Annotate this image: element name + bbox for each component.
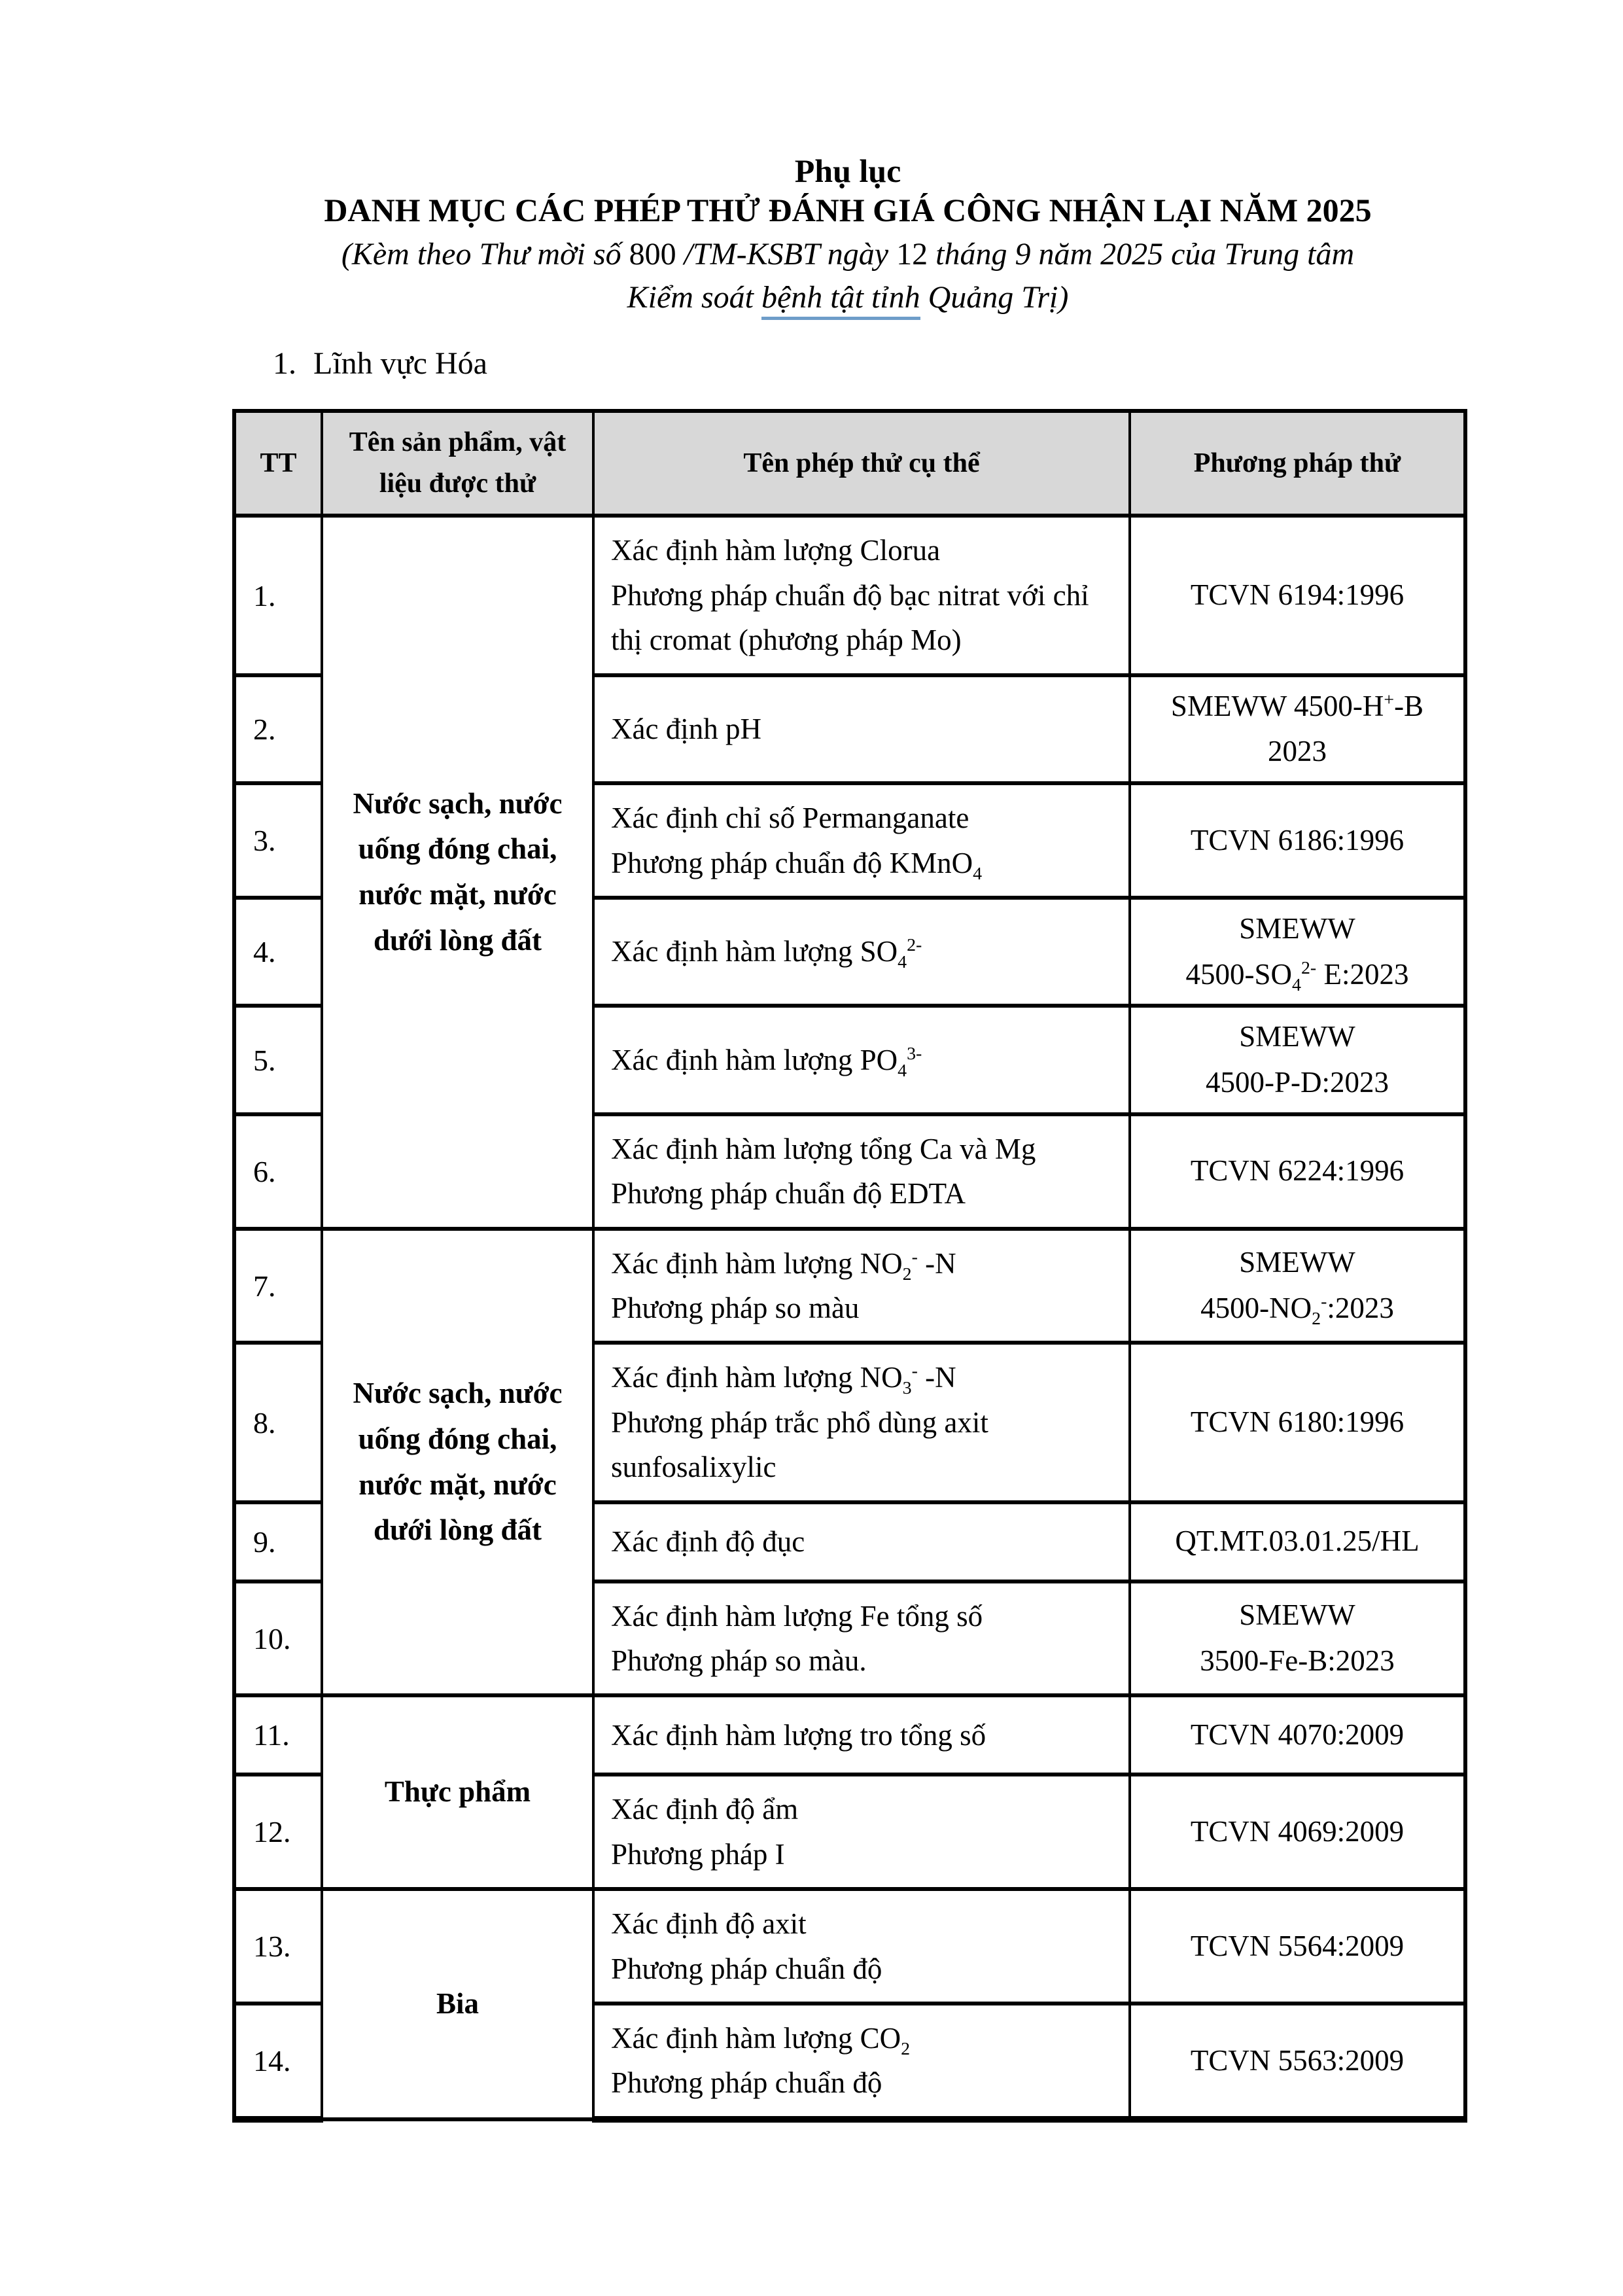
- row-number-cell: 5.: [234, 1006, 322, 1114]
- row-number-cell: 1.: [234, 516, 322, 675]
- document-subtitle: [232, 233, 1463, 319]
- document-title: DANH MỤC CÁC PHÉP THỬ ĐÁNH GIÁ CÔNG NHẬN LẠI NĂM 2025: [324, 192, 1372, 228]
- method-line: TCVN 4069:2009: [1190, 1814, 1405, 1848]
- test-line: Xác định hàm lượng $NO_3^-$ -N: [611, 1361, 956, 1399]
- test-line: Xác định độ axit: [611, 1907, 807, 1941]
- method-cell: [1130, 2004, 1465, 2119]
- method-line: 3500-Fe-B:2023: [1200, 1644, 1395, 1678]
- row-number-cell: 9.: [234, 1502, 322, 1581]
- column-header-1: Tên sản phẩm, vật liệu được thử: [322, 411, 593, 516]
- test-line: Phương pháp so màu.: [611, 1644, 867, 1678]
- test-line: Phương pháp trắc phổ dùng axit sunfosalixylic: [611, 1405, 988, 1484]
- subtitle-part3: tháng 9 năm 2025 của Trung tâm: [928, 237, 1355, 272]
- test-line: Xác định hàm lượng Clorua: [611, 534, 941, 567]
- row-number-cell: 12.: [234, 1775, 322, 1889]
- test-name-cell: [593, 783, 1130, 898]
- document-content: [232, 152, 1463, 2123]
- test-methods-table: [232, 409, 1467, 2122]
- method-line: SMEWW: [1239, 1598, 1355, 1632]
- method-cell: [1130, 1889, 1465, 2004]
- test-name-cell: [593, 1006, 1130, 1114]
- method-cell: [1130, 1343, 1465, 1502]
- method-line: $4500-SO_4^{2-}$ E:2023: [1185, 957, 1409, 995]
- subtitle-number-12: 12: [896, 237, 928, 272]
- product-group-cell: Thực phẩm: [322, 1695, 593, 1889]
- row-number-cell: 14.: [234, 2004, 322, 2119]
- method-cell: [1130, 1502, 1465, 1581]
- section-heading: [232, 345, 1463, 381]
- test-line: Xác định độ đục: [611, 1525, 805, 1558]
- method-line: TCVN 6180:1996: [1190, 1405, 1405, 1439]
- method-cell: [1130, 516, 1465, 675]
- test-name-cell: [593, 516, 1130, 675]
- table-row: [234, 1695, 1465, 1775]
- test-name-cell: [593, 1114, 1130, 1229]
- test-line: Phương pháp so màu: [611, 1292, 860, 1325]
- row-number-cell: 4.: [234, 898, 322, 1006]
- test-name-cell: [593, 1229, 1130, 1343]
- test-line: Xác định độ ẩm: [611, 1793, 799, 1826]
- table-header-row: [234, 411, 1465, 516]
- row-number-cell: 3.: [234, 783, 322, 898]
- method-line: SMEWW: [1239, 1246, 1355, 1279]
- method-cell: [1130, 1695, 1465, 1775]
- method-line: SMEWW: [1239, 911, 1355, 945]
- test-line: Xác định hàm lượng $PO_4^{3-}$: [611, 1043, 922, 1081]
- table-row: [234, 1229, 1465, 1343]
- test-line: Xác định hàm lượng $NO_2^-$ -N: [611, 1246, 956, 1284]
- test-line: Xác định pH: [611, 713, 761, 746]
- row-number-cell: 10.: [234, 1581, 322, 1696]
- test-line: Xác định hàm lượng $SO_4^{2-}$: [611, 935, 922, 973]
- subtitle-line2-post: Quảng Trị): [920, 280, 1069, 315]
- test-line: Phương pháp chuẩn độ KMnO$_4$: [611, 846, 983, 884]
- test-name-cell: [593, 1502, 1130, 1581]
- section-number: 1.: [273, 346, 296, 381]
- row-number-cell: 7.: [234, 1229, 322, 1343]
- subtitle-number-800: 800: [629, 237, 676, 272]
- method-cell: [1130, 1775, 1465, 1889]
- method-line: TCVN 6186:1996: [1190, 823, 1405, 857]
- method-line: $4500-NO_2^-:2023$: [1200, 1292, 1394, 1330]
- subtitle-line2-pre: Kiểm soát: [627, 280, 761, 315]
- method-cell: [1130, 1006, 1465, 1114]
- product-group-cell: Nước sạch, nước uống đóng chai, nước mặt, nước dưới lòng đất: [322, 1229, 593, 1696]
- table-body: [234, 516, 1465, 2119]
- method-cell: [1130, 1114, 1465, 1229]
- test-line: Phương pháp chuẩn độ: [611, 2066, 882, 2100]
- test-name-cell: [593, 2004, 1130, 2119]
- method-cell: [1130, 1581, 1465, 1696]
- column-header-0: TT: [234, 411, 322, 516]
- method-line: TCVN 5564:2009: [1190, 1929, 1405, 1962]
- subtitle-part2: /TM-KSBT ngày: [676, 237, 897, 272]
- row-number-cell: 2.: [234, 675, 322, 784]
- test-line: Xác định hàm lượng tro tổng số: [611, 1718, 986, 1752]
- method-cell: [1130, 675, 1465, 784]
- test-line: Xác định chỉ số Permanganate: [611, 802, 969, 835]
- test-name-cell: [593, 1581, 1130, 1696]
- test-name-cell: [593, 1775, 1130, 1889]
- test-name-cell: [593, 675, 1130, 784]
- method-cell: [1130, 783, 1465, 898]
- row-number-cell: 13.: [234, 1889, 322, 2004]
- subtitle-underlined-text: bệnh tật tỉnh: [761, 280, 920, 320]
- test-name-cell: [593, 898, 1130, 1006]
- method-line: TCVN 5563:2009: [1190, 2043, 1405, 2077]
- appendix-label: Phụ lục: [794, 152, 901, 189]
- method-cell: [1130, 898, 1465, 1006]
- table-row: [234, 1889, 1465, 2004]
- method-line: 4500-P-D:2023: [1206, 1066, 1389, 1099]
- product-group-cell: Nước sạch, nước uống đóng chai, nước mặt, nước dưới lòng đất: [322, 516, 593, 1228]
- test-line: Xác định hàm lượng Fe tổng số: [611, 1599, 983, 1633]
- product-group-cell: Bia: [322, 1889, 593, 2119]
- test-line: Phương pháp chuẩn độ EDTA: [611, 1177, 966, 1210]
- column-header-2: Tên phép thử cụ thể: [593, 411, 1130, 516]
- test-line: Xác định hàm lượng $CO_2$: [611, 2022, 911, 2059]
- test-line: Phương pháp chuẩn độ: [611, 1952, 882, 1985]
- method-line: SMEWW 4500-H+-B 2023: [1170, 689, 1424, 768]
- method-line: TCVN 6194:1996: [1190, 578, 1405, 612]
- column-header-3: Phương pháp thử: [1130, 411, 1465, 516]
- method-line: SMEWW: [1239, 1020, 1355, 1053]
- method-line: QT.MT.03.01.25/HL: [1175, 1525, 1420, 1558]
- row-number-cell: 6.: [234, 1114, 322, 1229]
- method-line: TCVN 4070:2009: [1190, 1718, 1405, 1752]
- test-line: Phương pháp chuẩn độ bạc nitrat với chỉ thị cromat (phương pháp Mo): [611, 578, 1089, 657]
- method-line: TCVN 6224:1996: [1190, 1154, 1405, 1188]
- table-header: [234, 411, 1465, 516]
- row-number-cell: 8.: [234, 1343, 322, 1502]
- row-number-cell: 11.: [234, 1695, 322, 1775]
- table-row: [234, 516, 1465, 675]
- test-name-cell: [593, 1889, 1130, 2004]
- test-name-cell: [593, 1695, 1130, 1775]
- test-line: Xác định hàm lượng tổng Ca và Mg: [611, 1132, 1036, 1165]
- subtitle-part1: (Kèm theo Thư mời số: [341, 237, 629, 272]
- section-title: Lĩnh vực Hóa: [313, 346, 487, 381]
- method-cell: [1130, 1229, 1465, 1343]
- test-line: Phương pháp I: [611, 1837, 785, 1871]
- test-name-cell: [593, 1343, 1130, 1502]
